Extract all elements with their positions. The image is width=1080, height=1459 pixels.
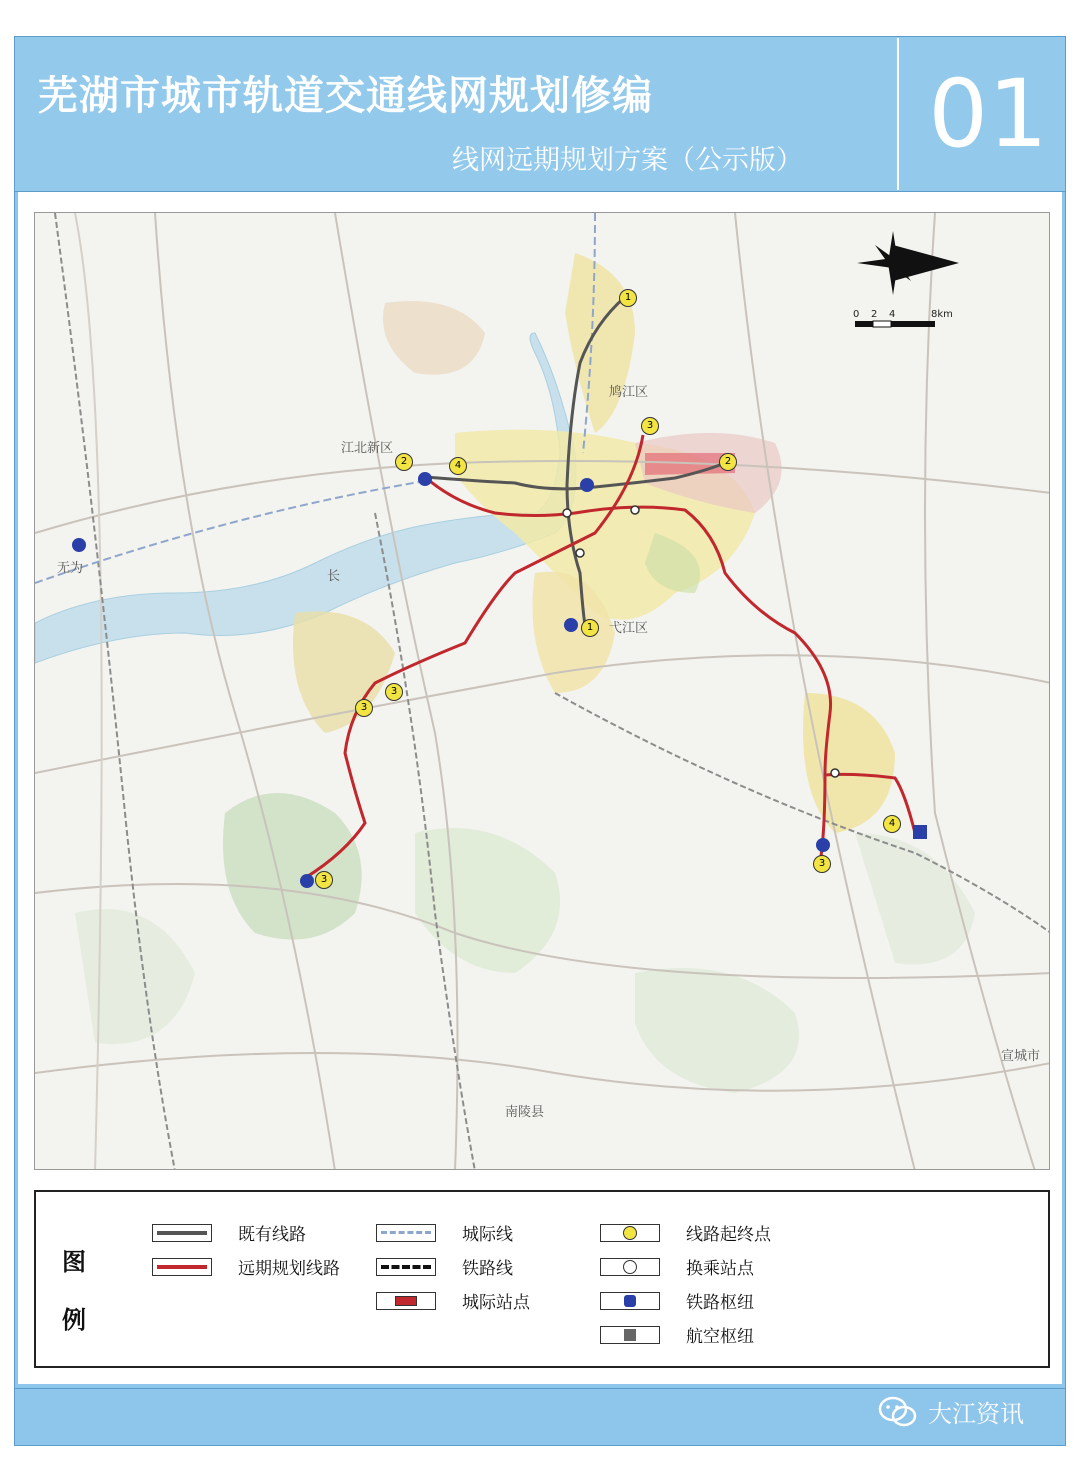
wechat-icon (878, 1396, 918, 1428)
watermark-text: 大江资讯 (928, 1400, 1024, 1428)
place-label-wuwei: 无为 (57, 561, 84, 576)
place-label-chang: 长 (327, 569, 341, 584)
legend-item-transfer: 换乘站点 (600, 1254, 754, 1279)
station-marker-c: 3 (813, 855, 831, 873)
legend-title-bottom: 例 (62, 1306, 86, 1334)
line-marker-4-west: 4 (449, 457, 467, 475)
red-line-icon (152, 1258, 212, 1276)
line-marker-3-north: 3 (641, 417, 659, 435)
place-label-nanling: 南陵县 (505, 1105, 545, 1120)
place-label-jiujiang: 鸠江区 (609, 385, 649, 400)
line-marker-4-east: 4 (883, 815, 901, 833)
page-title: 芜湖市城市轨道交通线网规划修编 (38, 73, 653, 119)
station-marker-a: 3 (355, 699, 373, 717)
railway-lines (55, 213, 1050, 1170)
legend-item-intercity: 城际线 (376, 1220, 513, 1245)
legend-item-intercity-station: 城际站点 (376, 1288, 530, 1313)
airport-icon (600, 1326, 660, 1344)
blue-dashed-line-icon (376, 1224, 436, 1242)
yellow-circle-icon (600, 1224, 660, 1242)
station-marker-b: 3 (315, 871, 333, 889)
legend-item-endpoint: 线路起终点 (600, 1220, 771, 1245)
terrain-layer (75, 793, 975, 1093)
map-legend (34, 1190, 1050, 1368)
black-dashed-line-icon (376, 1258, 436, 1276)
legend-item-air-hub: 航空枢纽 (600, 1322, 754, 1347)
line-marker-1-north: 1 (619, 289, 637, 307)
dark-line-icon (152, 1224, 212, 1242)
line-marker-3-mid: 3 (385, 683, 403, 701)
legend-item-planned: 远期规划线路 (152, 1254, 340, 1279)
legend-item-rail-hub: 铁路枢纽 (600, 1288, 754, 1313)
legend-title-top: 图 (62, 1248, 86, 1276)
legend-item-railway: 铁路线 (376, 1254, 513, 1279)
line-marker-2-west: 2 (395, 453, 413, 471)
red-station-icon (376, 1292, 436, 1310)
header-divider (897, 38, 899, 190)
place-label-jiangbei: 江北新区 (341, 441, 394, 456)
scale-tick-2: 2 (871, 309, 878, 320)
scale-tick-0: 0 (853, 309, 860, 320)
place-label-xuancheng: 宣城市 (1001, 1049, 1041, 1064)
north-arrow-icon (857, 231, 959, 295)
scale-bar (855, 321, 935, 327)
map-canvas (35, 213, 1050, 1170)
legend-item-existing: 既有线路 (152, 1220, 306, 1245)
transfer-circle-icon (600, 1258, 660, 1276)
place-label-yijiang: 弋江区 (609, 621, 649, 636)
rail-hub-icon (600, 1292, 660, 1310)
sheet-number: 01 (928, 60, 1048, 169)
watermark (878, 1394, 1024, 1429)
line-marker-1-south: 1 (581, 619, 599, 637)
line-marker-2-east: 2 (719, 453, 737, 471)
page-subtitle: 线网远期规划方案（公示版） (452, 145, 803, 176)
scale-tick-8: 8km (931, 309, 953, 320)
scale-tick-4: 4 (889, 309, 896, 320)
planning-map (34, 212, 1050, 1170)
